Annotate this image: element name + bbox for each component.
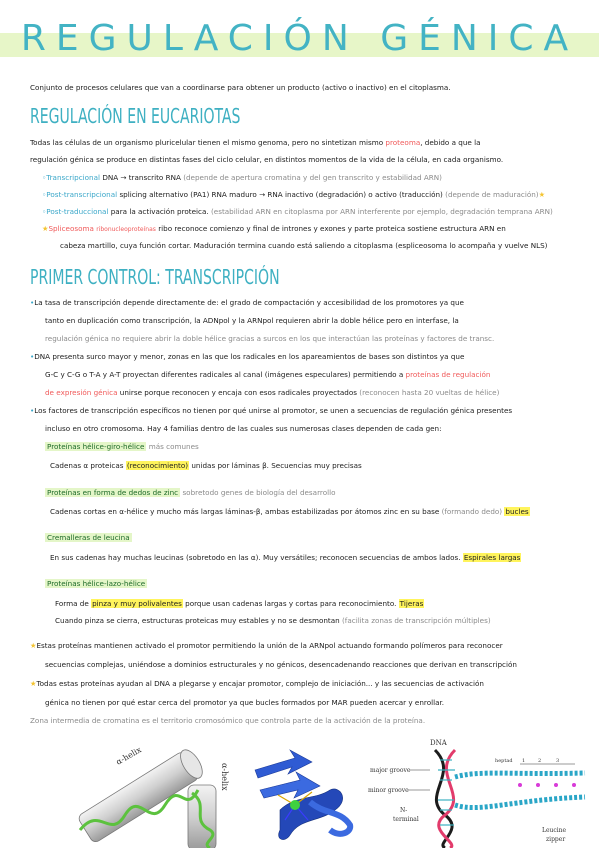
heptad-number: 1 bbox=[522, 758, 526, 764]
leucine-label: Leucine bbox=[542, 827, 567, 834]
bullet1-line1: •La tasa de transcripción depende directamente de: el grado de compactación y accesibilidad de los promotores ya que bbox=[30, 298, 464, 307]
alpha-helix-label: α-helix bbox=[220, 763, 229, 791]
sec1-line1: Todas las células de un organismo pluricelular tienen el mismo genoma, pero no sintetizan mismo proteoma, debido a que la bbox=[30, 138, 481, 147]
closing-line: Zona intermedia de cromatina es el territorio cromosómico que controla parte de la activación de la proteína. bbox=[30, 716, 426, 725]
family2-heading: Proteínas en forma de dedos de zinc sobretodo genes de biología del desarrollo bbox=[47, 488, 336, 497]
family3-text: En sus cadenas hay muchas leucinas (sobretodo en las α). Muy versátiles; reconocen secuencias de ambos lados. Espirales largas bbox=[50, 553, 521, 562]
family4-line2: Cuando pinza se cierra, estructuras proteicas muy estables y no se desmontan (facilita zonas de transcripción múltiples) bbox=[55, 616, 491, 625]
n-terminal-label: terminal bbox=[393, 816, 419, 823]
spliceosoma-line2: cabeza martillo, cuya función cortar. Maduración termina cuando está saliendo a citoplasma (espliceosoma lo acompaña y vuelve NLS) bbox=[60, 241, 548, 250]
helix-turn-helix-figure bbox=[70, 735, 240, 848]
section-heading-eucariotas: REGULACIÓN EN EUCARIOTAS bbox=[30, 104, 241, 128]
bullet2-line1: •DNA presenta surco mayor y menor, zonas en las que los radicales en los apareamientos de bases son distintos ya que bbox=[30, 352, 465, 361]
intro-text: Conjunto de procesos celulares que van a coordinarse para obtener un producto (activo o inactivo) en el citoplasma. bbox=[30, 83, 451, 92]
star2-line1: ★Todas estas proteínas ayudan al DNA a plegarse y encajar promotor, complejo de iniciación... y las secuencias de activación bbox=[30, 679, 484, 688]
star-icon: ★ bbox=[42, 224, 49, 233]
star-icon: ★ bbox=[538, 190, 546, 199]
family1-heading: Proteínas hélice-giro-hélice más comunes bbox=[47, 442, 199, 451]
star-icon: ★ bbox=[30, 641, 37, 650]
family3-heading: Cremalleras de leucina bbox=[47, 533, 130, 542]
star-icon: ★ bbox=[30, 679, 37, 688]
sec1-line2: regulación génica se produce en distintas fases del ciclo celular, en distintos momentos de la vida de la célula, en cada organismo. bbox=[30, 155, 504, 164]
heptad-label: heptad bbox=[495, 758, 513, 764]
bullet3-line2: incluso en otro cromosoma. Hay 4 familias dentro de las cuales sus numerosas clases dependen de cada gen: bbox=[45, 424, 442, 433]
heptad-number: 2 bbox=[538, 758, 542, 764]
leucine-zipper-figure bbox=[360, 735, 599, 848]
bullet1-line3: regulación génica no requiere abrir la doble hélice gracias a surcos en los que interactúan las proteínas y factores de transc. bbox=[45, 334, 495, 343]
bullet3-line1: •Los factores de transcripción específicos no tienen por qué unirse al promotor, se unen a secuencias de regulación génica presentes bbox=[30, 406, 513, 415]
zipper-label: zipper bbox=[546, 836, 566, 843]
bullet2-line2: G-C y C-G o T-A y A-T proyectan diferentes radicales al canal (imágenes especulares) permitiendo a proteínas de regulación bbox=[45, 370, 491, 379]
family2-text: Cadenas cortas en α-hélice y mucho más largas láminas-β, ambas estabilizadas por átomos zinc en su base (formando dedo) bucles bbox=[50, 507, 529, 516]
family4-heading: Proteínas hélice-lazo-hélice bbox=[47, 579, 146, 588]
zinc-atom bbox=[290, 800, 300, 810]
list-item-spliceosoma: ★Spliceosoma ribonucleoproteínas ribo reconoce comienzo y final de intrones y exones y parte proteica sostiene estructura ARN en bbox=[42, 224, 506, 233]
family1-text: Cadenas α proteicas (reconocimiento) unidas por láminas β. Secuencias muy precisas bbox=[50, 461, 362, 470]
major-groove-label: major groove bbox=[370, 767, 411, 774]
zinc-finger-figure bbox=[240, 740, 360, 848]
star1-line2: secuencias complejas, uniéndose a dominios estructurales y no génicos, desencadenando reacciones que derivan en transcripción bbox=[45, 660, 517, 669]
star1-line1: ★Estas proteínas mantienen activado el promotor permitiendo la unión de la ARNpol actuando formando polímeros para reconocer bbox=[30, 641, 503, 650]
minor-groove-label: minor groove bbox=[368, 787, 409, 794]
page-title: REGULACIÓN GÉNICA bbox=[20, 18, 579, 59]
list-item-transcripcional: ◦Transcripcional DNA → transcrito RNA (depende de apertura cromatina y del gen transcrito y estabilidad ARN) bbox=[42, 173, 442, 182]
list-item-post-traduccional: ◦Post-traduccional para la activación proteica. (estabilidad ARN en citoplasma por ARN interferente por ejemplo, degradación temprana ARN) bbox=[42, 207, 553, 216]
section-heading-transcripcion: PRIMER CONTROL: TRANSCRIPCIÓN bbox=[30, 265, 280, 289]
alpha-helix-label: α-helix bbox=[114, 745, 143, 767]
dna-label: DNA bbox=[430, 739, 447, 747]
heptad-number: 3 bbox=[556, 758, 560, 764]
star2-line2: génica no tienen por qué estar cerca del promotor ya que bucles formados por MAR pueden acercar y enrollar. bbox=[45, 698, 445, 707]
list-item-post-transcripcional: ◦Post-transcripcional splicing alternativo (PA1) RNA maduro → RNA inactivo (degradación) o activo (traducción) (depende de maduración)★ bbox=[42, 190, 546, 199]
family4-line1: Forma de pinza y muy polivalentes porque usan cadenas largas y cortas para reconocimiento. Tijeras bbox=[55, 599, 424, 608]
n-terminal-label: N- bbox=[400, 807, 408, 814]
bullet2-line3: de expresión génica unirse porque reconocen y encaja con esos radicales proyectados (reconocen hasta 20 vueltas de hélice) bbox=[45, 388, 500, 397]
bullet1-line2: tanto en duplicación como transcripción, la ADNpol y la ARNpol requieren abrir la doble hélice pero en interfase, la bbox=[45, 316, 459, 325]
